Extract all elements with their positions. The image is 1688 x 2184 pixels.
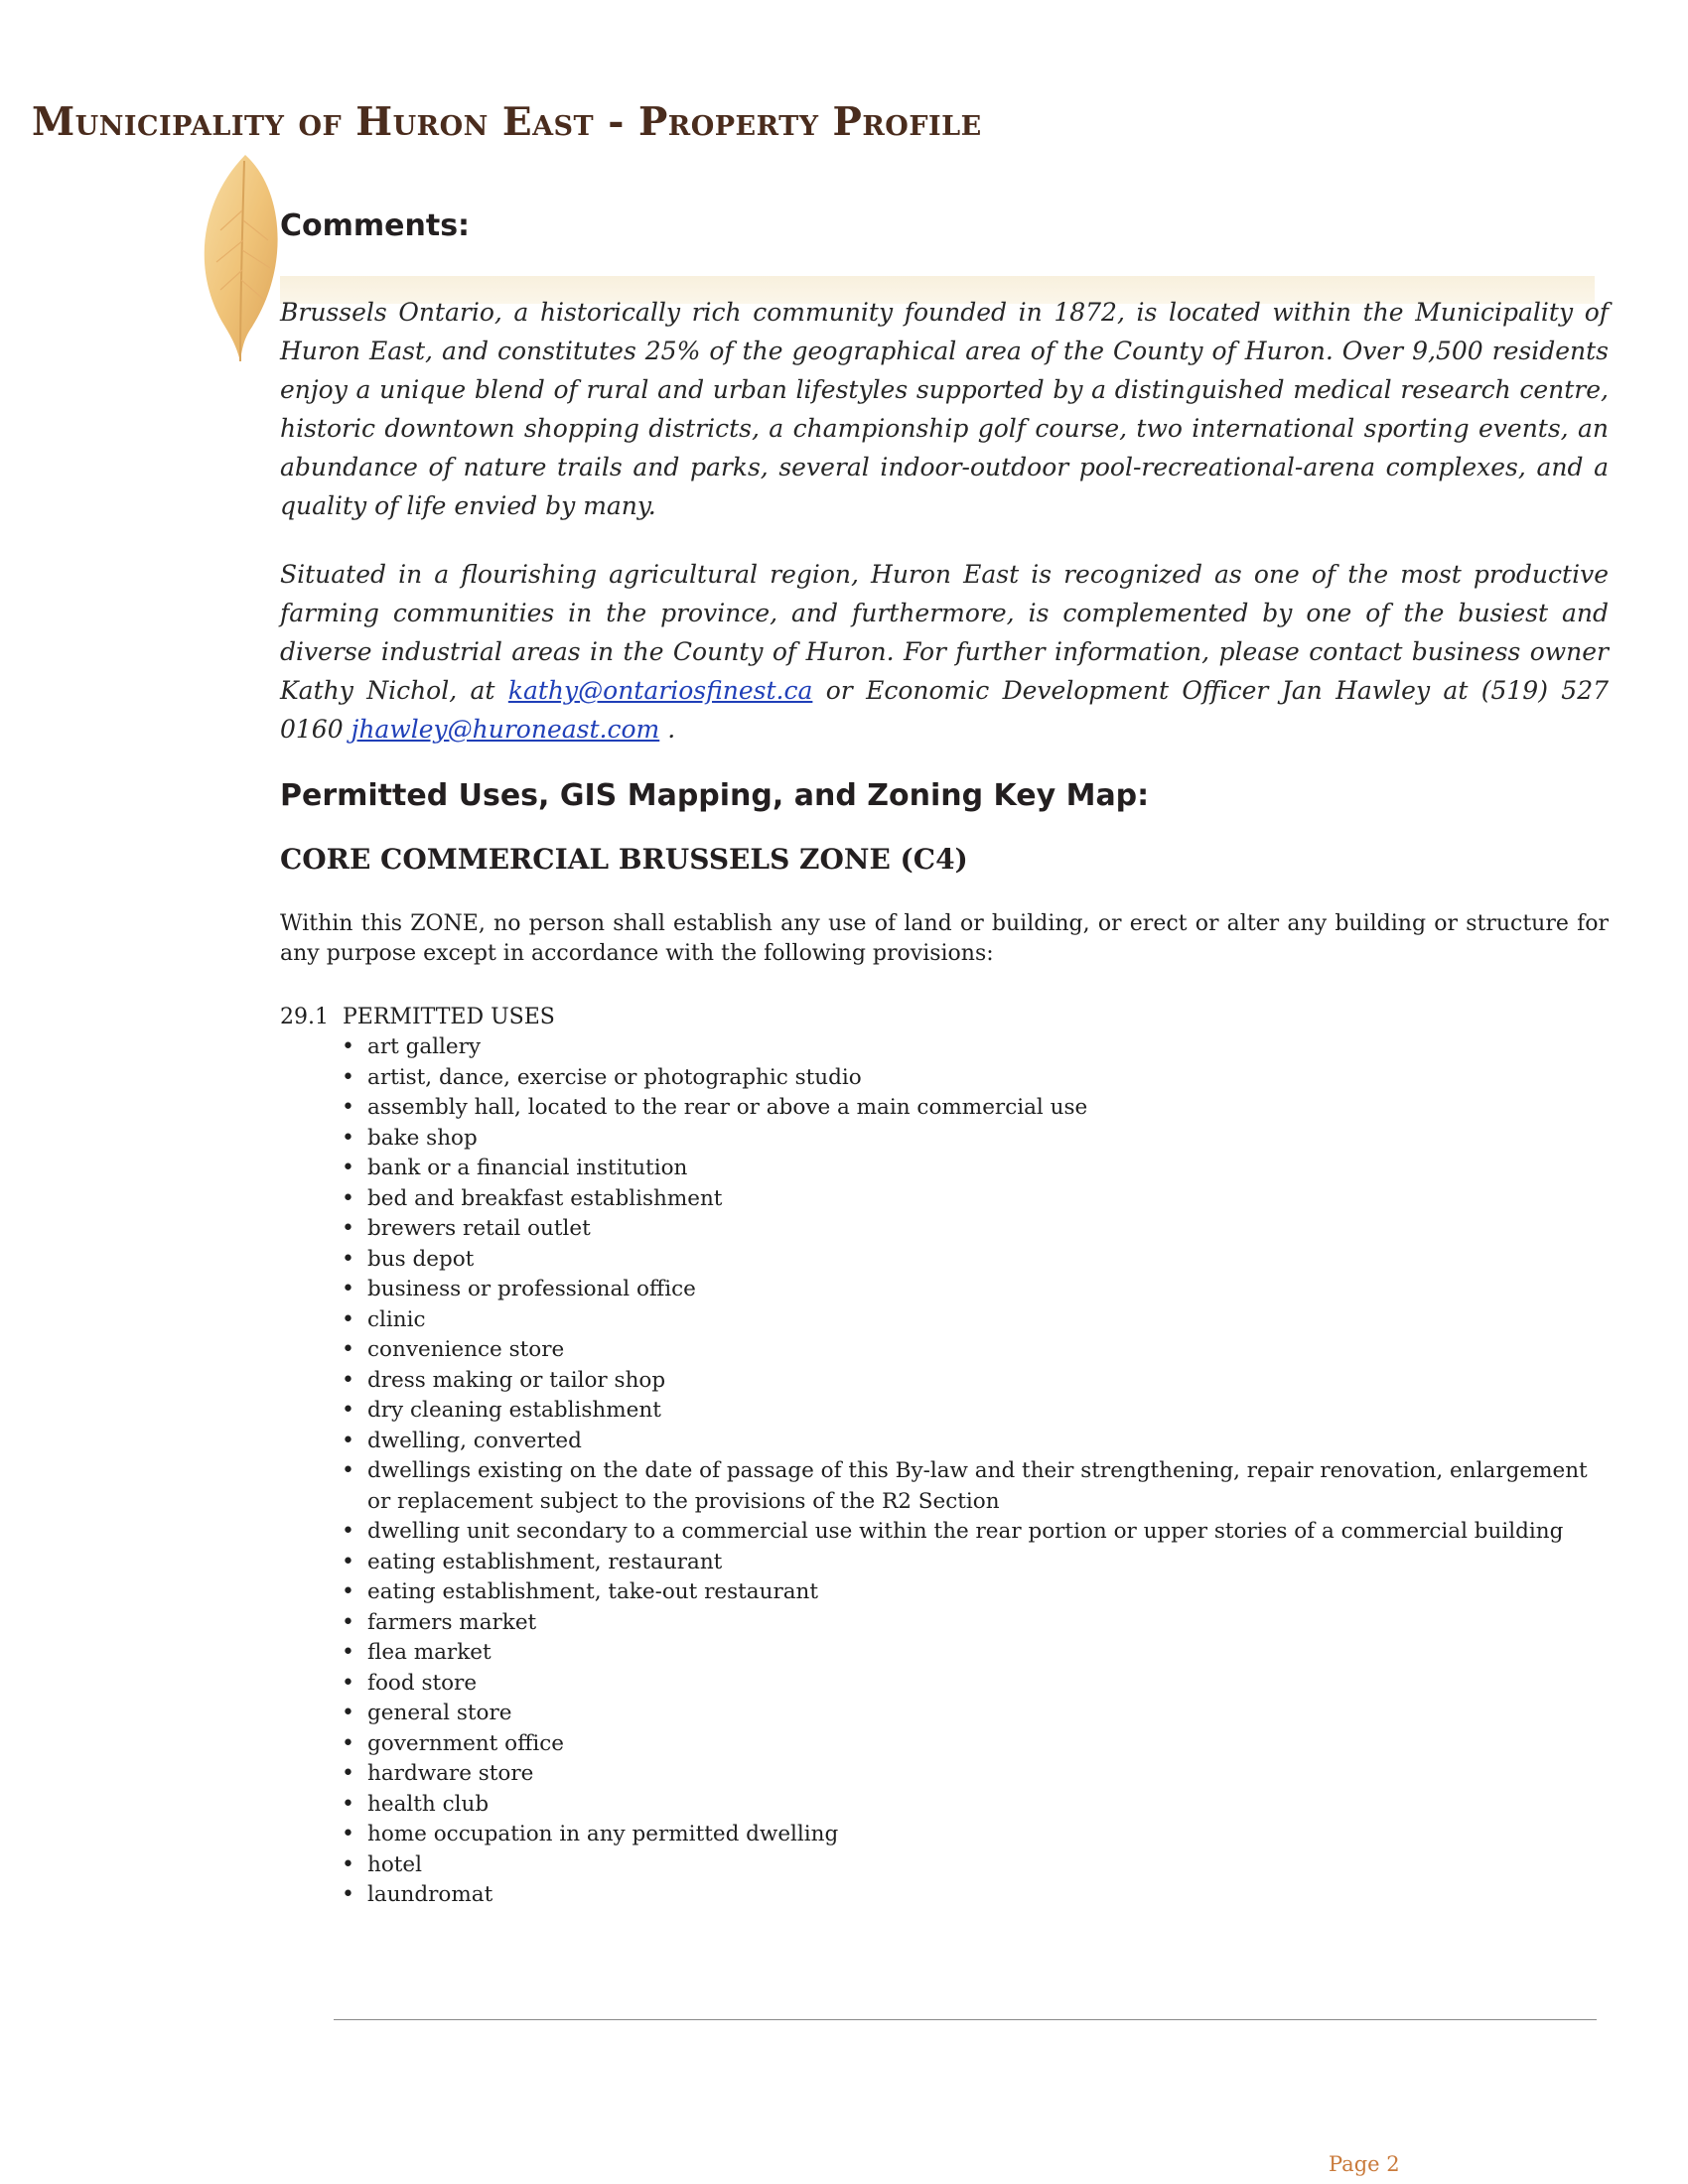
list-item: • dry cleaning establishment bbox=[342, 1396, 1609, 1427]
list-item: • bus depot bbox=[342, 1245, 1609, 1276]
list-item: • bed and breakfast establishment bbox=[342, 1184, 1609, 1215]
zone-heading: CORE COMMERCIAL BRUSSELS ZONE (C4) bbox=[280, 843, 968, 876]
list-item: • eating establishment, restaurant bbox=[342, 1548, 1609, 1578]
list-item: • general store bbox=[342, 1699, 1609, 1729]
list-item: • clinic bbox=[342, 1305, 1609, 1336]
list-item: • bake shop bbox=[342, 1124, 1609, 1155]
list-item: • government office bbox=[342, 1729, 1609, 1760]
zone-intro: Within this ZONE, no person shall establish any use of land or building, or erect or alter any building or structure for any purpose except in accordance with the following provisions: bbox=[280, 911, 1609, 966]
list-item: • hotel bbox=[342, 1850, 1609, 1881]
list-item: • artist, dance, exercise or photographic studio bbox=[342, 1063, 1609, 1094]
page-number: Page 2 bbox=[1329, 2152, 1400, 2176]
list-item: • bank or a financial institution bbox=[342, 1154, 1609, 1184]
section-title: PERMITTED USES bbox=[343, 1005, 555, 1029]
list-item: • dress making or tailor shop bbox=[342, 1366, 1609, 1397]
comments-heading: Comments: bbox=[280, 208, 471, 243]
list-item: • assembly hall, located to the rear or above a main commercial use bbox=[342, 1093, 1609, 1124]
list-item: • eating establishment, take-out restaurant bbox=[342, 1577, 1609, 1608]
list-item: • dwelling unit secondary to a commercial use within the rear portion or upper stories of a commercial building bbox=[342, 1517, 1609, 1548]
list-item: • dwellings existing on the date of passage of this By-law and their strengthening, repair renovation, enlargement or replacement subject to the provisions of the R2 Section bbox=[342, 1456, 1609, 1517]
list-item: • hardware store bbox=[342, 1759, 1609, 1790]
list-item: • farmers market bbox=[342, 1608, 1609, 1639]
section-heading bbox=[280, 1003, 1609, 1032]
list-item: • health club bbox=[342, 1790, 1609, 1821]
footer-divider bbox=[334, 2019, 1597, 2020]
list-item: • business or professional office bbox=[342, 1275, 1609, 1305]
comments-paragraph-2 bbox=[280, 555, 1609, 749]
page-title: Municipality of Huron East - Property Profile bbox=[32, 99, 982, 145]
leaf-icon bbox=[191, 151, 290, 369]
list-item: • home occupation in any permitted dwelling bbox=[342, 1820, 1609, 1850]
list-item: • dwelling, converted bbox=[342, 1427, 1609, 1457]
list-item: • convenience store bbox=[342, 1335, 1609, 1366]
list-item: • brewers retail outlet bbox=[342, 1214, 1609, 1245]
list-item: • food store bbox=[342, 1669, 1609, 1700]
permitted-uses-list bbox=[280, 1032, 1609, 1911]
paragraph-2-contact: or Economic Development Officer Jan Hawley at (519) 527 0160 bbox=[280, 676, 1610, 744]
main-content bbox=[280, 208, 1609, 1911]
paragraph-2-text: Situated in a flourishing agricultural region, Huron East is recognized as one of the most productive farming communities in the province, and furthermore, is complemented by one of the busiest and diverse industrial areas in the County of Huron. For further information, please contact business owner Kathy Nichol, at bbox=[280, 560, 1609, 705]
permitted-uses-heading: Permitted Uses, GIS Mapping, and Zoning Key Map: bbox=[280, 778, 1150, 813]
paragraph-2-end: . bbox=[667, 715, 676, 744]
comments-paragraph-1: Brussels Ontario, a historically rich community founded in 1872, is located within the Municipality of Huron East, and constitutes 25% of the geographical area of the County of Huron. Over 9,500 residents enjoy a unique blend of rural and urban lifestyles supported by a distinguished medical research centre, historic downtown shopping districts, a championship golf course, two international sporting events, an abundance of nature trails and parks, several indoor-outdoor pool-recreational-arena complexes, and a quality of life envied by many. bbox=[280, 298, 1609, 520]
email-link-jhawley[interactable]: jhawley@huroneast.com bbox=[351, 715, 660, 744]
list-item: • flea market bbox=[342, 1638, 1609, 1669]
list-item: • laundromat bbox=[342, 1880, 1609, 1911]
email-link-kathy[interactable]: kathy@ontariosfinest.ca bbox=[507, 676, 813, 705]
section-number: 29.1 bbox=[280, 1005, 329, 1029]
list-item: • art gallery bbox=[342, 1032, 1609, 1063]
